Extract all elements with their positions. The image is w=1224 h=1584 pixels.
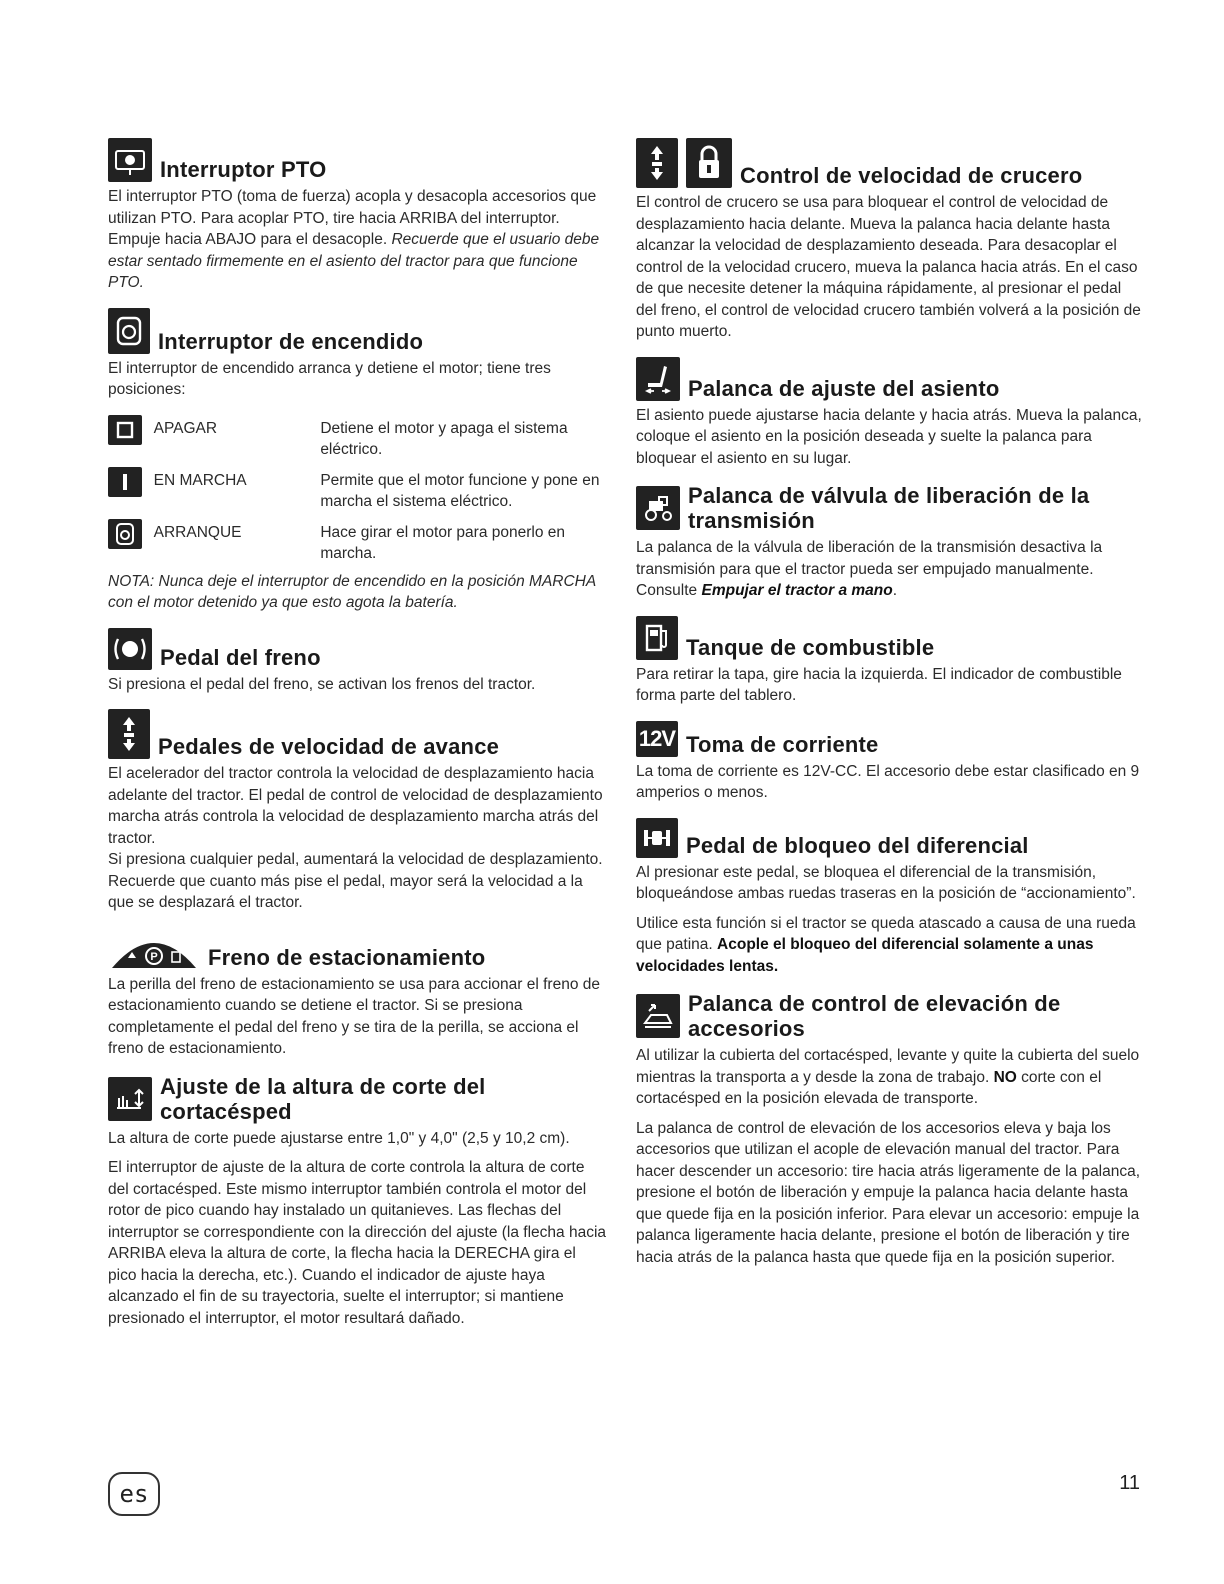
right-column bbox=[636, 138, 1142, 1282]
section-title: Pedales de velocidad de avance bbox=[158, 734, 500, 759]
section-title: Tanque de combustible bbox=[686, 634, 935, 660]
section-header bbox=[108, 709, 608, 759]
position-name: ARRANQUE bbox=[153, 523, 242, 541]
section-title: Control de velocidad de crucero bbox=[740, 163, 1083, 188]
section-header bbox=[636, 357, 1142, 401]
section-title: Toma de corriente bbox=[686, 731, 879, 757]
section-text: El interruptor de encendido arranca y detiene el motor; tiene tres posiciones: bbox=[108, 359, 551, 398]
fuel-pump-icon bbox=[636, 616, 678, 660]
section-brake bbox=[108, 628, 608, 696]
ignition-positions bbox=[108, 415, 608, 565]
section-title: Palanca de ajuste del asiento bbox=[688, 375, 1000, 401]
section-text: Si presiona cualquier pedal, aumentará la velocidad de desplazamiento. Recuerde que cuanto más pise el pedal, mayor será la velocidad a la que se desplazará el tractor. bbox=[108, 851, 603, 911]
language-badge: es bbox=[108, 1472, 160, 1516]
position-name: APAGAR bbox=[153, 419, 218, 437]
left-column bbox=[108, 138, 608, 1343]
section-lift bbox=[636, 991, 1142, 1268]
section-fuel bbox=[636, 616, 1142, 707]
position-desc: Hace girar el motor para ponerlo en marcha. bbox=[320, 523, 565, 562]
section-transmission bbox=[636, 483, 1142, 602]
section-text: Utilice esta función si el tractor se queda atascado a causa de una rueda que patina. Acople el bloqueo del diferencial solamente a unas velocidades lentas. bbox=[636, 914, 1136, 975]
section-speed-pedals bbox=[108, 709, 608, 914]
section-power bbox=[636, 721, 1142, 804]
start-icon bbox=[108, 519, 142, 549]
svg-text:P: P bbox=[150, 950, 158, 963]
list-item bbox=[108, 519, 608, 565]
section-header bbox=[636, 721, 1142, 757]
section-header bbox=[636, 138, 1142, 188]
section-text: La palanca de control de elevación de los accesorios eleva y baja los accesorios que utilizan el acople de elevación manual del tractor. Para hacer descender un accesorio: tire hacia atrás ligeramente de la palanca, presione el botón de liberación y empuje la palanca hacia delante hasta que quede fija en la posición inferior. Para elevar un accesorio: empuje la palanca ligeramente hacia delante, presione el botón de liberación y tire hacia atrás de la palanca hasta que quede fija en la posición superior. bbox=[636, 1119, 1141, 1266]
section-header bbox=[636, 991, 1142, 1041]
section-header bbox=[108, 308, 608, 354]
section-title: Palanca de válvula de liberación de la transmisión bbox=[688, 483, 1090, 533]
position-desc: Permite que el motor funcione y pone en marcha el sistema eléctrico. bbox=[320, 471, 600, 510]
ignition-note: NOTA: Nunca deje el interruptor de encendido en la posición MARCHA con el motor detenido ya que esto agota la batería. bbox=[108, 572, 596, 611]
tractor-icon bbox=[636, 486, 680, 530]
speed-pedal-icon bbox=[636, 138, 678, 188]
section-text: El interruptor de ajuste de la altura de corte controla la altura de corte del cortacésped. Este mismo interruptor también controla el motor del rotor de pico cuando hay instalado un quitanieves. Las flechas del interruptor se correspondiente con la dirección del ajuste (la flecha hacia ARRIBA eleva la altura de corte, la flecha hacia la DERECHA gira el pico hacia la derecha, etc.). Cuando el indicador de ajuste haya alcanzado el fin de su trayectoria, suelte el interruptor; si mantiene presionado el interruptor, el motor resultará dañado. bbox=[108, 1159, 607, 1327]
section-title: Ajuste de la altura de corte del cortacésped bbox=[160, 1073, 486, 1124]
section-title: Interruptor de encendido bbox=[158, 328, 424, 354]
section-diff bbox=[636, 818, 1142, 978]
section-text: Para retirar la tapa, gire hacia la izquierda. El indicador de combustible forma parte del tablero. bbox=[636, 665, 1122, 704]
diff-lock-icon bbox=[636, 818, 678, 858]
section-text: El interruptor PTO (toma de fuerza) acopla y desacopla accesorios que utilizan PTO. Para acoplar PTO, tire hacia ARRIBA del interruptor. Empuje hacia ABAJO para el desacople. Recuerde que el usuario debe estar sentado firmemente en el asiento del tractor para que funcione PTO. bbox=[108, 188, 600, 291]
section-header bbox=[636, 483, 1142, 533]
12v-icon: 12V bbox=[636, 721, 678, 757]
section-cut-height bbox=[108, 1074, 608, 1330]
position-name: EN MARCHA bbox=[153, 471, 247, 489]
page-number: 11 bbox=[1119, 1472, 1140, 1494]
speed-pedal-icon bbox=[108, 709, 150, 759]
section-pto bbox=[108, 138, 608, 294]
section-header bbox=[636, 616, 1142, 660]
run-icon bbox=[108, 467, 142, 497]
section-text: Al utilizar la cubierta del cortacésped, levante y quite la cubierta del suelo mientras la transporta a y desde la zona de trabajo. NO corte con el cortacésped en la posición elevada de transporte. bbox=[636, 1047, 1140, 1107]
section-parking bbox=[108, 928, 608, 1060]
section-text: Si presiona el pedal del freno, se activan los frenos del tractor. bbox=[108, 675, 536, 693]
section-seat bbox=[636, 357, 1142, 470]
section-title: Palanca de control de elevación de accesorios bbox=[688, 991, 1061, 1041]
section-header bbox=[108, 628, 608, 670]
section-text: La perilla del freno de estacionamiento se usa para accionar el freno de estacionamiento cuando se detiene el tractor. Si se presiona completamente el pedal del freno y se tira de la perilla, se acciona el freno de estacionamiento. bbox=[108, 975, 601, 1057]
list-item bbox=[108, 467, 608, 513]
section-text: La toma de corriente es 12V-CC. El accesorio debe estar clasificado en 9 amperios o menos. bbox=[636, 762, 1140, 801]
seat-icon bbox=[636, 357, 680, 401]
section-header bbox=[108, 1074, 608, 1124]
section-text: La altura de corte puede ajustarse entre 1,0" y 4,0" (2,5 y 10,2 cm). bbox=[108, 1129, 570, 1147]
lift-lever-icon bbox=[636, 994, 680, 1038]
section-title: Interruptor PTO bbox=[160, 157, 327, 182]
section-title: Pedal de bloqueo del diferencial bbox=[686, 832, 1029, 858]
section-text: El control de crucero se usa para bloquear el control de velocidad de desplazamiento hacia delante. Mueva la palanca hacia delante hasta alcanzar la velocidad de desplazamiento deseada. Para desacoplar el control de la velocidad crucero, mueva la palanca hacia atrás. En el caso de que necesite detener la máquina rápidamente, al presionar el pedal del freno, el control de velocidad crucero también volverá a la posición de punto muerto. bbox=[636, 194, 1141, 340]
ignition-icon bbox=[108, 308, 150, 354]
position-desc: Detiene el motor y apaga el sistema eléctrico. bbox=[320, 419, 568, 458]
section-header bbox=[108, 138, 608, 182]
section-text: La palanca de la válvula de liberación de la transmisión desactiva la transmisión para que el tractor pueda ser empujado manualmente. Consulte Empujar el tractor a mano. bbox=[636, 539, 1103, 599]
brake-icon bbox=[108, 628, 152, 670]
section-cruise bbox=[636, 138, 1142, 343]
section-ignition bbox=[108, 308, 608, 614]
section-title: Freno de estacionamiento bbox=[208, 944, 486, 970]
lock-icon bbox=[686, 138, 732, 188]
section-header bbox=[636, 818, 1142, 858]
off-icon bbox=[108, 415, 142, 445]
section-title: Pedal del freno bbox=[160, 644, 321, 670]
section-header bbox=[108, 928, 608, 970]
section-text: Al presionar este pedal, se bloquea el diferencial de la transmisión, bloqueándose ambas ruedas traseras en la posición de “accionamiento”. bbox=[636, 863, 1136, 902]
parking-brake-icon bbox=[108, 928, 200, 970]
list-item bbox=[108, 415, 608, 461]
section-text: El asiento puede ajustarse hacia delante y hacia atrás. Mueva la palanca, coloque el asiento en la posición deseada y suelte la palanca para bloquear el asiento en su lugar. bbox=[636, 406, 1142, 467]
section-text: El acelerador del tractor controla la velocidad de desplazamiento hacia adelante del tractor. El pedal de control de velocidad de desplazamiento marcha atrás controla la velocidad de desplazamiento marcha atrás del tractor. bbox=[108, 765, 603, 847]
cut-height-icon bbox=[108, 1077, 152, 1121]
pto-icon bbox=[108, 138, 152, 182]
